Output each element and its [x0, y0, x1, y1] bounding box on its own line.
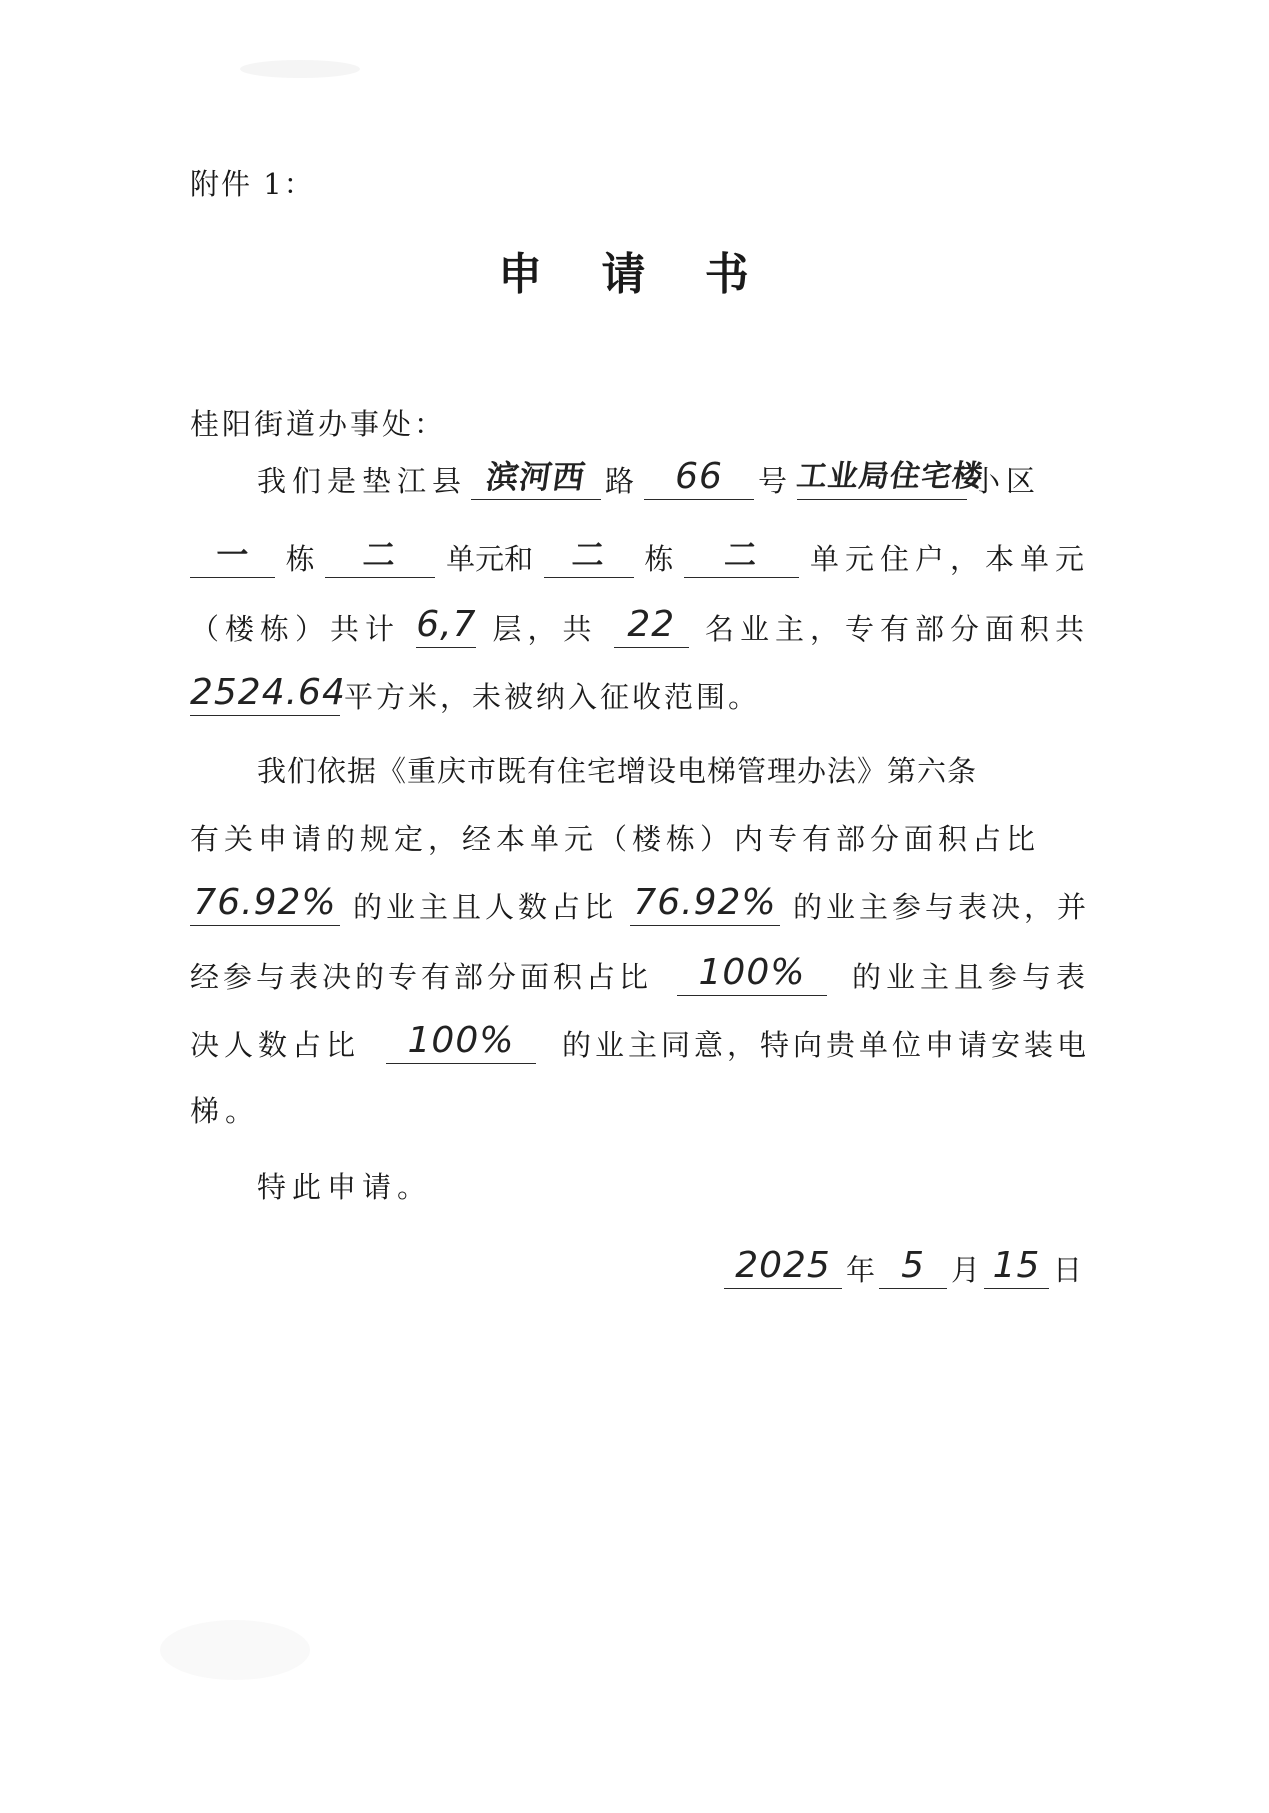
floors-field [416, 604, 477, 648]
text-fragment: 决人数占比 [190, 1028, 361, 1062]
community-field [794, 459, 986, 500]
year-label: 年 [846, 1253, 876, 1287]
unit2-field [684, 537, 799, 578]
handwritten-owners: 22 [627, 604, 676, 645]
text-fragment: 的业主且参与表 [851, 960, 1090, 994]
para1-line3 [190, 600, 1090, 648]
text-fragment: 的业主参与表决，并 [792, 890, 1090, 924]
month-field [879, 1245, 947, 1289]
vote-area-field [677, 952, 827, 996]
text-fragment: 栋 [285, 542, 315, 576]
handwritten-vote-area: 100% [698, 952, 806, 993]
area-ratio-field [190, 882, 340, 926]
handwritten-people-ratio: 76.92% [633, 882, 777, 923]
text-fragment: 栋 [644, 542, 674, 576]
building1-field [190, 537, 275, 578]
text-fragment: 的业主且人数占比 [352, 890, 617, 924]
road-field [471, 459, 601, 500]
text-fragment: （楼栋）共计 [190, 612, 401, 646]
para2-line2 [190, 810, 1090, 858]
scan-smudge [240, 60, 360, 78]
para1-line2 [190, 530, 1090, 578]
document-title: 申 请 书 [498, 249, 771, 300]
addressee: 桂阳街道办事处： [190, 407, 447, 441]
people-ratio-field [630, 882, 780, 926]
handwritten-building1: 一 [213, 536, 252, 574]
text-fragment: 我们依据《重庆市既有住宅增设电梯管理办法》第六条 [257, 754, 978, 788]
handwritten-building2: 二 [569, 536, 609, 574]
text-fragment: 单元和 [446, 542, 534, 576]
unit1-field [325, 537, 435, 578]
para1-line4 [190, 668, 1090, 716]
handwritten-vote-people: 100% [407, 1020, 515, 1061]
attachment-label: 附件 1： [190, 167, 315, 201]
handwritten-area-ratio: 76.92% [193, 882, 337, 923]
handwritten-area: 2524.64 [190, 672, 346, 713]
handwritten-year: 2025 [735, 1245, 831, 1286]
scan-smudge [160, 1620, 310, 1680]
text-fragment: 层，共 [492, 612, 598, 646]
handwritten-number: 66 [675, 456, 723, 497]
para2-line5 [190, 1016, 1090, 1064]
text-fragment: 单元住户，本单元 [809, 542, 1090, 576]
text-fragment: 名业主，专有部分面积共 [704, 612, 1090, 646]
day-field [984, 1245, 1049, 1289]
text-fragment: 经参与表决的专有部分面积占比 [190, 960, 653, 994]
day-label: 日 [1053, 1253, 1083, 1287]
handwritten-day: 15 [992, 1245, 1041, 1286]
text-fragment: 的业主同意，特向贵单位申请安装电 [561, 1028, 1090, 1062]
closing-line [257, 1158, 1090, 1206]
month-label: 月 [951, 1253, 981, 1287]
closing-text: 特此申请。 [257, 1170, 433, 1204]
text-fragment: 路 [605, 464, 641, 498]
number-field [644, 456, 754, 500]
owners-field [614, 604, 689, 648]
vote-people-field [386, 1020, 536, 1064]
text-fragment: 有关申请的规定，经本单元（楼栋）内专有部分面积占比 [190, 822, 1041, 856]
para1-line1 [257, 452, 1090, 500]
text-fragment: 平方米，未被纳入征收范围。 [344, 680, 761, 714]
para2-line3 [190, 878, 1090, 926]
date-row [720, 1245, 1083, 1289]
handwritten-floors: 6,7 [416, 604, 477, 645]
text-fragment: 我们是垫江县 [257, 464, 468, 498]
building2-field [544, 537, 634, 578]
text-fragment: 梯。 [190, 1094, 261, 1128]
para2-line6 [190, 1082, 1090, 1130]
year-field [724, 1245, 842, 1289]
handwritten-month: 5 [901, 1245, 925, 1286]
handwritten-community: 工业局住宅楼 [794, 459, 986, 494]
para2-line4 [190, 948, 1090, 996]
area-field [190, 672, 346, 716]
text-fragment: 号 [758, 464, 794, 498]
handwritten-unit1: 二 [361, 536, 400, 574]
handwritten-unit2: 二 [722, 536, 761, 574]
handwritten-road: 滨河西 [483, 458, 589, 496]
para2-line1 [257, 742, 1090, 790]
text-fragment: 小区 [971, 464, 1042, 498]
